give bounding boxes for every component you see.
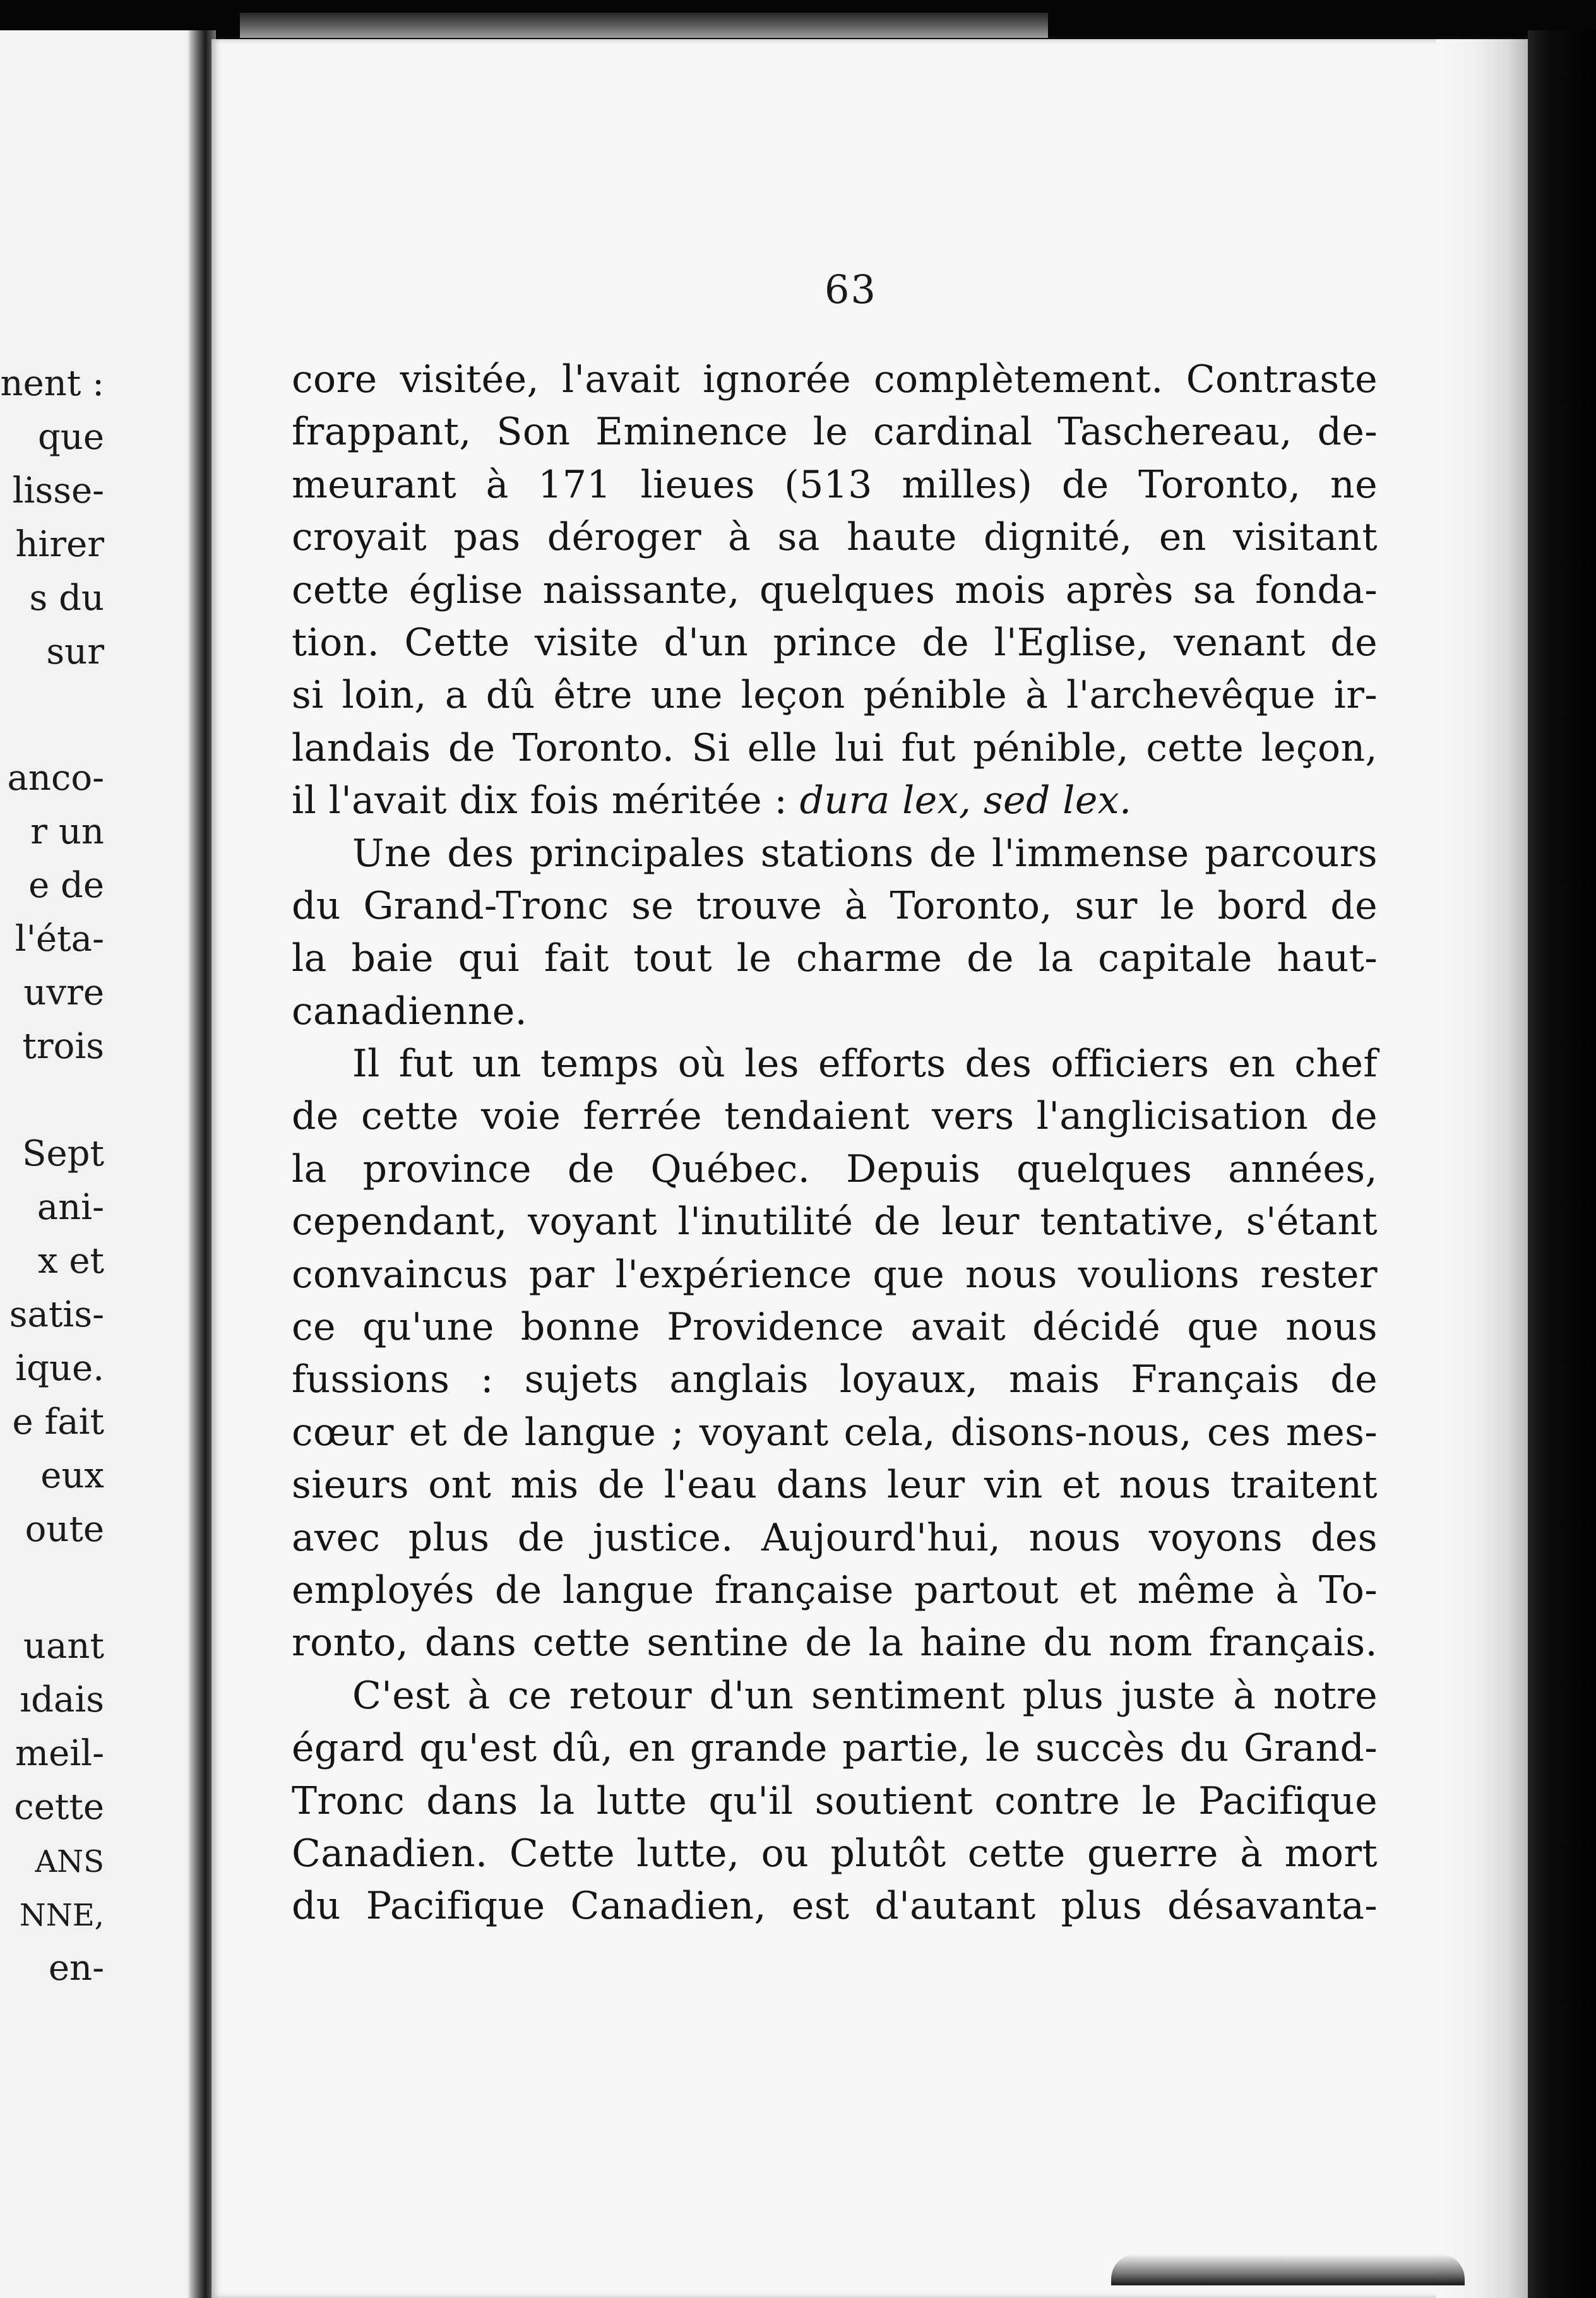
text-line: cette église naissante, quelques mois après sa fonda- — [292, 568, 1378, 612]
text-line: croyait pas déroger à sa haute dignité, en visitant — [292, 515, 1378, 560]
text-line: du Pacifique Canadien, est d'autant plus désavanta- — [292, 1884, 1378, 1929]
scan-right-edge — [1528, 30, 1596, 2298]
left-page-line: e de — [28, 865, 104, 906]
text-line — [292, 775, 1378, 827]
page-number: 63 — [825, 266, 877, 313]
text-line: la baie qui fait tout le charme de la capitale haut- — [292, 936, 1378, 981]
page-edge-shading — [1436, 39, 1537, 2298]
left-page-line: sur — [46, 631, 104, 672]
left-page-line: oute — [25, 1509, 104, 1550]
text-line: core visitée, l'avait ignorée complètement. Contraste — [292, 357, 1378, 402]
text-line: Canadien. Cette lutte, ou plutôt cette guerre à mort — [292, 1831, 1378, 1876]
left-page-line: trois — [22, 1026, 104, 1067]
text-line: employés de langue française partout et même à To- — [292, 1568, 1378, 1612]
text-line: Il fut un temps où les efforts des officiers en chef — [352, 1042, 1378, 1086]
latin-quote: dura lex, sed lex. — [799, 778, 1132, 823]
text-line: canadienne. — [292, 989, 528, 1033]
left-page-line: que — [37, 417, 104, 458]
left-page-line: satis- — [9, 1294, 104, 1335]
text-line: meurant à 171 lieues (513 milles) de Toronto, ne — [292, 462, 1378, 507]
text-line: cependant, voyant l'inutilité de leur tentative, s'étant — [292, 1200, 1378, 1244]
text-line: avec plus de justice. Aujourd'hui, nous voyons des — [292, 1515, 1378, 1560]
text-line: frappant, Son Eminence le cardinal Taschereau, de- — [292, 410, 1378, 455]
text-line: sieurs ont mis de l'eau dans leur vin et nous traitent — [292, 1463, 1378, 1508]
left-page-line: cette — [14, 1787, 104, 1828]
text-line: fussions : sujets anglais loyaux, mais Français de — [292, 1357, 1378, 1402]
left-page-line: nent : — [0, 363, 104, 404]
scan-top-artifact — [240, 13, 1048, 38]
left-page-line: ıdais — [20, 1679, 104, 1720]
text-line: cœur et de langue ; voyant cela, disons-nous, ces mes- — [292, 1410, 1378, 1455]
left-page-line: r un — [30, 811, 104, 852]
text-line: de cette voie ferrée tendaient vers l'anglicisation de — [292, 1094, 1378, 1139]
text-line: du Grand-Tronc se trouve à Toronto, sur le bord de — [292, 883, 1378, 928]
text-line: si loin, a dû être une leçon pénible à l'archevêque ir- — [292, 673, 1378, 718]
left-page-line: e fait — [12, 1402, 104, 1443]
left-page-line: eux — [40, 1455, 104, 1496]
text-line: Tronc dans la lutte qu'il soutient contre le Pacifique — [292, 1778, 1378, 1823]
left-page-line: ique. — [15, 1348, 104, 1389]
left-page-line: Sept — [22, 1133, 104, 1174]
left-page-line: ani- — [37, 1187, 104, 1228]
left-page-line: ANS — [35, 1844, 104, 1879]
left-page-line: s du — [29, 578, 104, 619]
left-page-line: NNE, — [19, 1898, 104, 1933]
left-page-fragment — [0, 30, 199, 2298]
left-page-line: en- — [48, 1948, 104, 1989]
left-page-line: uvre — [23, 972, 104, 1013]
text-line: convaincus par l'expérience que nous voulions rester — [292, 1252, 1378, 1297]
text-line: landais de Toronto. Si elle lui fut pénible, cette leçon, — [292, 725, 1378, 770]
text-line: la province de Québec. Depuis quelques années, — [292, 1146, 1378, 1191]
body-text — [292, 354, 1378, 1933]
left-page-line: anco- — [7, 758, 104, 799]
left-page-line: meil- — [15, 1733, 104, 1774]
left-page-line: uant — [23, 1626, 104, 1667]
left-page-line: l'éta- — [15, 919, 104, 960]
text-line-prefix: il l'avait dix fois méritée : — [292, 778, 800, 823]
scan-bottom-artifact — [1111, 2254, 1465, 2285]
text-line: Une des principales stations de l'immense parcours — [352, 831, 1378, 876]
text-line: C'est à ce retour d'un sentiment plus juste à notre — [352, 1673, 1378, 1718]
text-line: ronto, dans cette sentine de la haine du nom français. — [292, 1621, 1378, 1665]
left-page-line: x et — [37, 1241, 104, 1282]
left-page-line: hirer — [15, 524, 104, 565]
text-line: ce qu'une bonne Providence avait décidé que nous — [292, 1305, 1378, 1350]
text-line: tion. Cette visite d'un prince de l'Eglise, venant de — [292, 620, 1378, 665]
left-page-line: lisse- — [12, 470, 104, 511]
text-line: égard qu'est dû, en grande partie, le succès du Grand- — [292, 1726, 1378, 1771]
